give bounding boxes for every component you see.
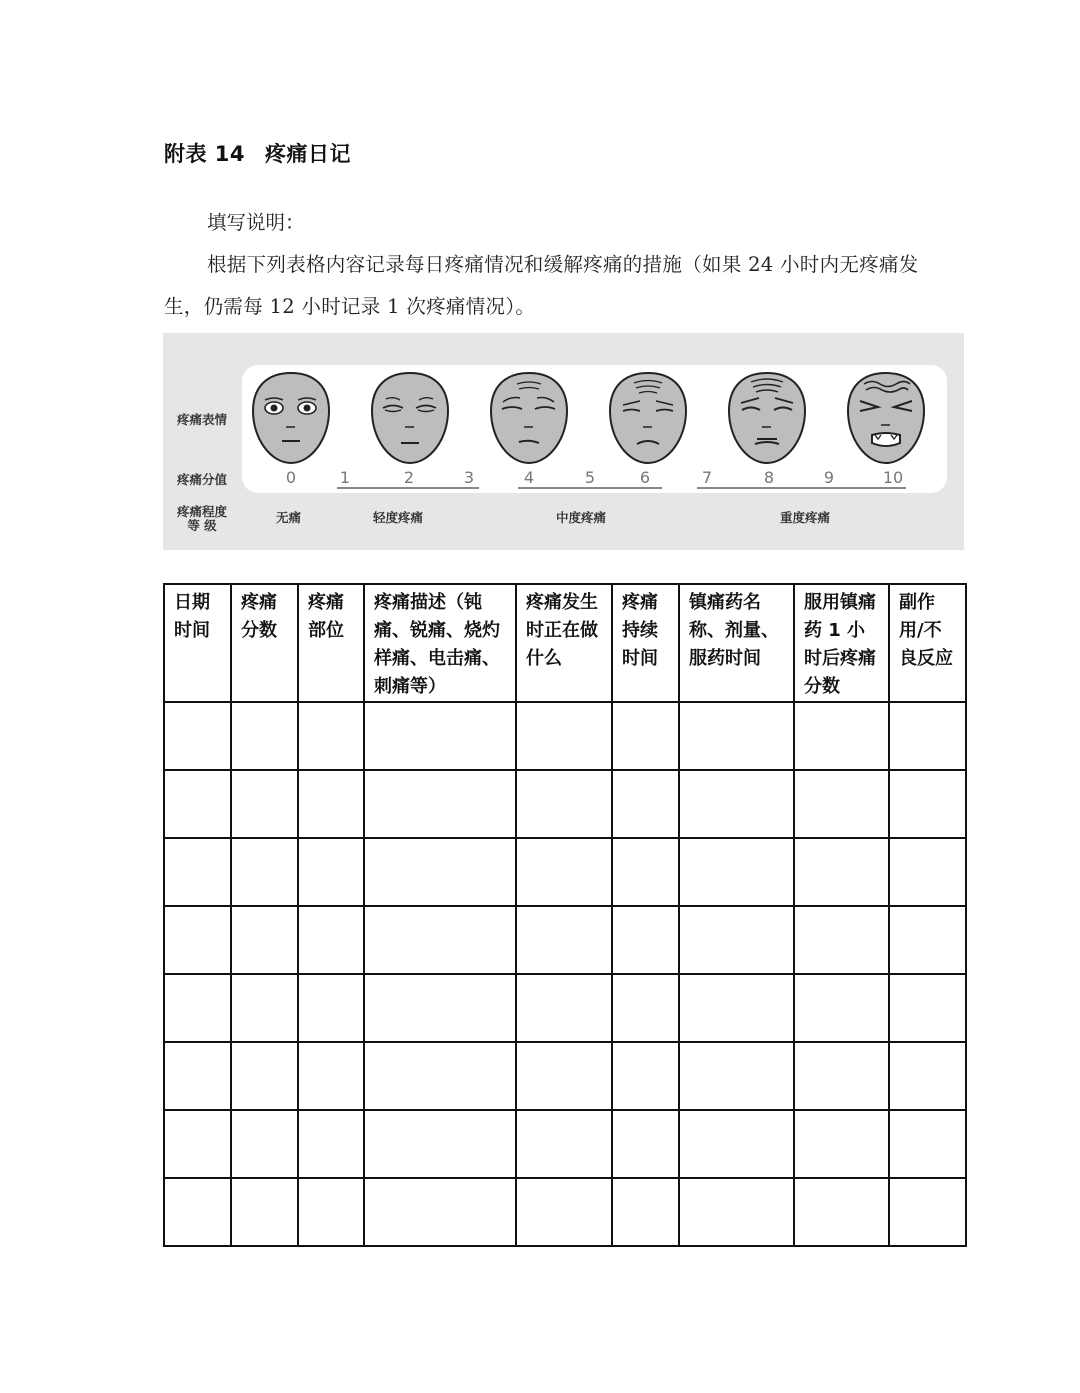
table-cell[interactable] <box>364 1042 516 1110</box>
table-cell[interactable] <box>298 906 364 974</box>
title-prefix: 附表 14 <box>164 142 246 166</box>
table-cell[interactable] <box>612 1110 679 1178</box>
table-cell[interactable] <box>889 906 966 974</box>
table-cell[interactable] <box>164 702 231 770</box>
table-row <box>164 1178 966 1246</box>
table-row <box>164 838 966 906</box>
score-5: 5 <box>584 468 596 487</box>
table-row <box>164 974 966 1042</box>
face-severe-pain-icon <box>725 369 809 467</box>
table-cell[interactable] <box>364 1110 516 1178</box>
table-row <box>164 770 966 838</box>
table-cell[interactable] <box>298 838 364 906</box>
table-cell[interactable] <box>364 974 516 1042</box>
level-none: 无痛 <box>276 510 302 525</box>
pain-scale-panel <box>163 333 964 550</box>
table-cell[interactable] <box>516 974 612 1042</box>
table-cell[interactable] <box>231 1042 298 1110</box>
row-label-level <box>177 505 227 533</box>
level-moderate: 中度疼痛 <box>556 510 607 525</box>
score-4: 4 <box>523 468 535 487</box>
table-cell[interactable] <box>298 1042 364 1110</box>
table-cell[interactable] <box>889 1110 966 1178</box>
table-cell[interactable] <box>231 838 298 906</box>
score-1: 1 <box>339 468 351 487</box>
scale-line-mild <box>337 487 479 489</box>
table-row <box>164 702 966 770</box>
row-label-score: 疼痛分值 <box>177 472 228 487</box>
table-cell[interactable] <box>794 770 889 838</box>
table-cell[interactable] <box>164 1178 231 1246</box>
scale-line-moderate <box>518 487 662 489</box>
score-2: 2 <box>403 468 415 487</box>
page-title <box>164 138 351 168</box>
table-cell[interactable] <box>794 906 889 974</box>
table-cell[interactable] <box>516 906 612 974</box>
table-cell[interactable] <box>231 770 298 838</box>
level-severe: 重度疼痛 <box>780 510 831 525</box>
header-duration: 疼痛持续时间 <box>612 584 679 702</box>
title-name: 疼痛日记 <box>265 142 352 166</box>
table-cell[interactable] <box>889 702 966 770</box>
table-cell[interactable] <box>164 974 231 1042</box>
table-cell[interactable] <box>679 1178 794 1246</box>
score-9: 9 <box>823 468 835 487</box>
table-cell[interactable] <box>679 974 794 1042</box>
scale-line-severe <box>697 487 906 489</box>
header-pain-description: 疼痛描述（钝痛、锐痛、烧灼样痛、电击痛、刺痛等） <box>364 584 516 702</box>
instructions-text: 根据下列表格内容记录每日疼痛情况和缓解疼痛的措施（如果 24 小时内无疼痛发生，仍需每 12 小时记录 1 次疼痛情况）。 <box>164 253 919 318</box>
table-cell[interactable] <box>164 1042 231 1110</box>
table-cell[interactable] <box>231 974 298 1042</box>
pain-diary-table <box>163 583 967 1247</box>
table-cell[interactable] <box>298 974 364 1042</box>
table-header-row <box>164 584 966 702</box>
table-cell[interactable] <box>679 1042 794 1110</box>
table-cell[interactable] <box>794 1178 889 1246</box>
row-label-level-line2: 等 级 <box>187 518 217 533</box>
score-8: 8 <box>763 468 775 487</box>
header-date-time: 日期时间 <box>164 584 231 702</box>
table-cell[interactable] <box>164 906 231 974</box>
table-cell[interactable] <box>516 1042 612 1110</box>
score-0: 0 <box>285 468 297 487</box>
header-medication: 镇痛药名称、剂量、服药时间 <box>679 584 794 702</box>
table-cell[interactable] <box>612 1042 679 1110</box>
table-cell[interactable] <box>364 1178 516 1246</box>
table-cell[interactable] <box>889 770 966 838</box>
table-cell[interactable] <box>889 974 966 1042</box>
table-cell[interactable] <box>794 1110 889 1178</box>
header-score-after-1h: 服用镇痛药 1 小时后疼痛分数 <box>794 584 889 702</box>
table-cell[interactable] <box>164 770 231 838</box>
table-row <box>164 1042 966 1110</box>
header-pain-score: 疼痛分数 <box>231 584 298 702</box>
face-moderate-pain-icon <box>606 369 690 467</box>
table-cell[interactable] <box>516 838 612 906</box>
table-cell[interactable] <box>679 906 794 974</box>
score-10: 10 <box>882 468 904 487</box>
table-cell[interactable] <box>612 770 679 838</box>
table-cell[interactable] <box>364 838 516 906</box>
table-cell[interactable] <box>612 702 679 770</box>
table-cell[interactable] <box>612 838 679 906</box>
table-cell[interactable] <box>794 702 889 770</box>
table-cell[interactable] <box>612 906 679 974</box>
face-worst-pain-icon <box>844 369 928 467</box>
table-cell[interactable] <box>164 838 231 906</box>
table-cell[interactable] <box>794 974 889 1042</box>
row-label-level-line1: 疼痛程度 <box>177 504 228 519</box>
table-cell[interactable] <box>516 702 612 770</box>
table-cell[interactable] <box>298 702 364 770</box>
score-3: 3 <box>463 468 475 487</box>
table-cell[interactable] <box>298 1178 364 1246</box>
table-cell[interactable] <box>794 1042 889 1110</box>
face-mild-moderate-pain-icon <box>487 369 571 467</box>
score-6: 6 <box>639 468 651 487</box>
table-cell[interactable] <box>516 770 612 838</box>
table-cell[interactable] <box>679 838 794 906</box>
table-cell[interactable] <box>889 838 966 906</box>
face-no-pain-icon <box>249 369 333 467</box>
table-cell[interactable] <box>231 702 298 770</box>
table-row <box>164 1110 966 1178</box>
face-mild-pain-icon <box>368 369 452 467</box>
table-cell[interactable] <box>679 1110 794 1178</box>
instructions-label: 填写说明： <box>207 211 305 234</box>
table-cell[interactable] <box>516 1110 612 1178</box>
table-cell[interactable] <box>298 1110 364 1178</box>
table-body <box>164 702 966 1246</box>
table-cell[interactable] <box>889 1178 966 1246</box>
table-cell[interactable] <box>679 770 794 838</box>
table-cell[interactable] <box>889 1042 966 1110</box>
table-cell[interactable] <box>612 974 679 1042</box>
table-cell[interactable] <box>612 1178 679 1246</box>
table-cell[interactable] <box>231 1178 298 1246</box>
table-cell[interactable] <box>794 838 889 906</box>
table-row <box>164 906 966 974</box>
table-cell[interactable] <box>364 702 516 770</box>
table-cell[interactable] <box>298 770 364 838</box>
table-cell[interactable] <box>364 770 516 838</box>
table-cell[interactable] <box>231 906 298 974</box>
header-pain-location: 疼痛部位 <box>298 584 364 702</box>
table-cell[interactable] <box>364 906 516 974</box>
level-mild: 轻度疼痛 <box>373 510 424 525</box>
table-cell[interactable] <box>516 1178 612 1246</box>
table-cell[interactable] <box>679 702 794 770</box>
score-7: 7 <box>701 468 713 487</box>
row-label-face: 疼痛表情 <box>177 412 228 427</box>
table-cell[interactable] <box>231 1110 298 1178</box>
header-side-effects: 副作用/不良反应 <box>889 584 966 702</box>
table-cell[interactable] <box>164 1110 231 1178</box>
header-activity: 疼痛发生时正在做什么 <box>516 584 612 702</box>
